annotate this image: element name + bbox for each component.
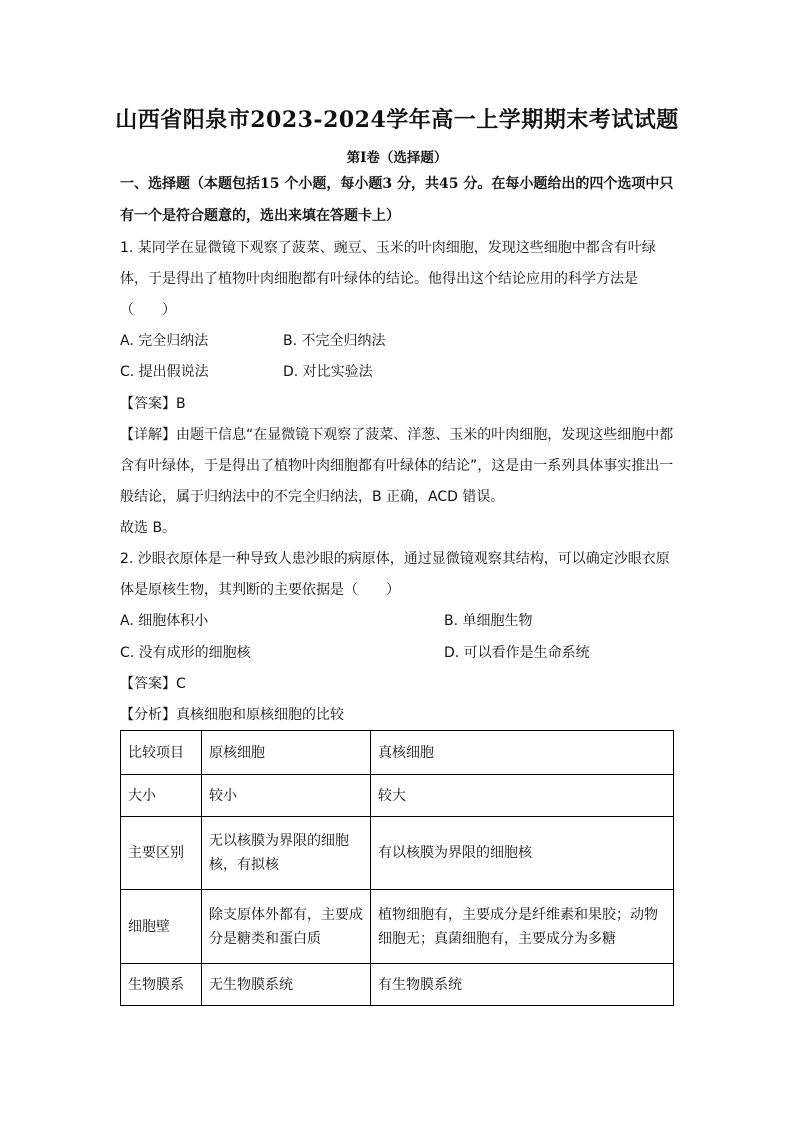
- table-cell: 主要区别: [121, 817, 202, 890]
- q1-conclusion: 故选 B。: [120, 520, 177, 536]
- table-cell: 无生物膜系统: [202, 964, 371, 1006]
- q1-explain-line2: 含有叶绿体，于是得出了植物叶肉细胞都有叶绿体的结论”，这是由一系列具体事实推出一: [120, 458, 674, 474]
- q1-stem-line3: （ ）: [120, 302, 176, 318]
- q1-explain-line3: 般结论，属于归纳法中的不完全归纳法，B 正确，ACD 错误。: [120, 489, 505, 505]
- q2-option-d: D. 可以看作是生命系统: [444, 645, 590, 661]
- q1-answer: 【答案】B: [120, 396, 186, 412]
- table-cell: 较大: [371, 775, 674, 817]
- table-cell: 生物膜系: [121, 964, 202, 1006]
- table-row: [121, 964, 674, 1006]
- table-cell: 较小: [202, 775, 371, 817]
- table-cell: 细胞壁: [121, 890, 202, 964]
- q2-answer: 【答案】C: [120, 676, 186, 692]
- table-row: [121, 890, 674, 964]
- section-heading-line1: 一、选择题（本题包括15 个小题，每小题3 分，共45 分。在每小题给出的四个选项中只: [120, 176, 674, 192]
- table-cell: 除支原体外都有，主要成分是糖类和蛋白质: [202, 890, 371, 964]
- table-cell: 无以核膜为界限的细胞核，有拟核: [202, 817, 371, 890]
- document-title: 山西省阳泉市2023-2024学年高一上学期期末考试试题: [115, 107, 679, 133]
- q1-stem-line2: 体，于是得出了植物叶肉细胞都有叶绿体的结论。他得出这个结论应用的科学方法是: [120, 271, 638, 287]
- table-header-row: [121, 731, 674, 775]
- q1-option-a: A. 完全归纳法: [120, 333, 209, 349]
- table-header-cell: 原核细胞: [202, 731, 371, 775]
- q2-stem-line2: 体是原核生物，其判断的主要依据是（ ）: [120, 582, 400, 598]
- section-heading-line2: 有一个是符合题意的，选出来填在答题卡上）: [120, 208, 400, 224]
- table-cell: 有生物膜系统: [371, 964, 674, 1006]
- q2-analysis: 【分析】真核细胞和原核细胞的比较: [120, 707, 344, 723]
- table-header-cell: 比较项目: [121, 731, 202, 775]
- q2-stem-line1: 2. 沙眼衣原体是一种导致人患沙眼的病原体，通过显微镜观察其结构，可以确定沙眼衣原: [120, 551, 670, 567]
- q1-option-c: C. 提出假说法: [120, 364, 209, 380]
- document-subtitle: 第Ⅰ卷（选择题）: [346, 150, 448, 166]
- q2-option-b: B. 单细胞生物: [444, 613, 533, 629]
- q1-stem-line1: 1. 某同学在显微镜下观察了菠菜、豌豆、玉米的叶肉细胞，发现这些细胞中都含有叶绿: [120, 240, 656, 256]
- q1-explain-line1: 【详解】由题干信息“在显微镜下观察了菠菜、洋葱、玉米的叶肉细胞，发现这些细胞中都: [120, 427, 674, 443]
- table-row: [121, 775, 674, 817]
- q1-option-b: B. 不完全归纳法: [283, 333, 386, 349]
- q1-option-d: D. 对比实验法: [283, 364, 373, 380]
- table-row: [121, 817, 674, 890]
- table-cell: 植物细胞有，主要成分是纤维素和果胶；动物细胞无；真菌细胞有，主要成分为多糖: [371, 890, 674, 964]
- table-cell: 大小: [121, 775, 202, 817]
- comparison-table: [120, 730, 674, 1006]
- q2-option-a: A. 细胞体积小: [120, 613, 209, 629]
- table-cell: 有以核膜为界限的细胞核: [371, 817, 674, 890]
- q2-option-c: C. 没有成形的细胞核: [120, 645, 251, 661]
- table-header-cell: 真核细胞: [371, 731, 674, 775]
